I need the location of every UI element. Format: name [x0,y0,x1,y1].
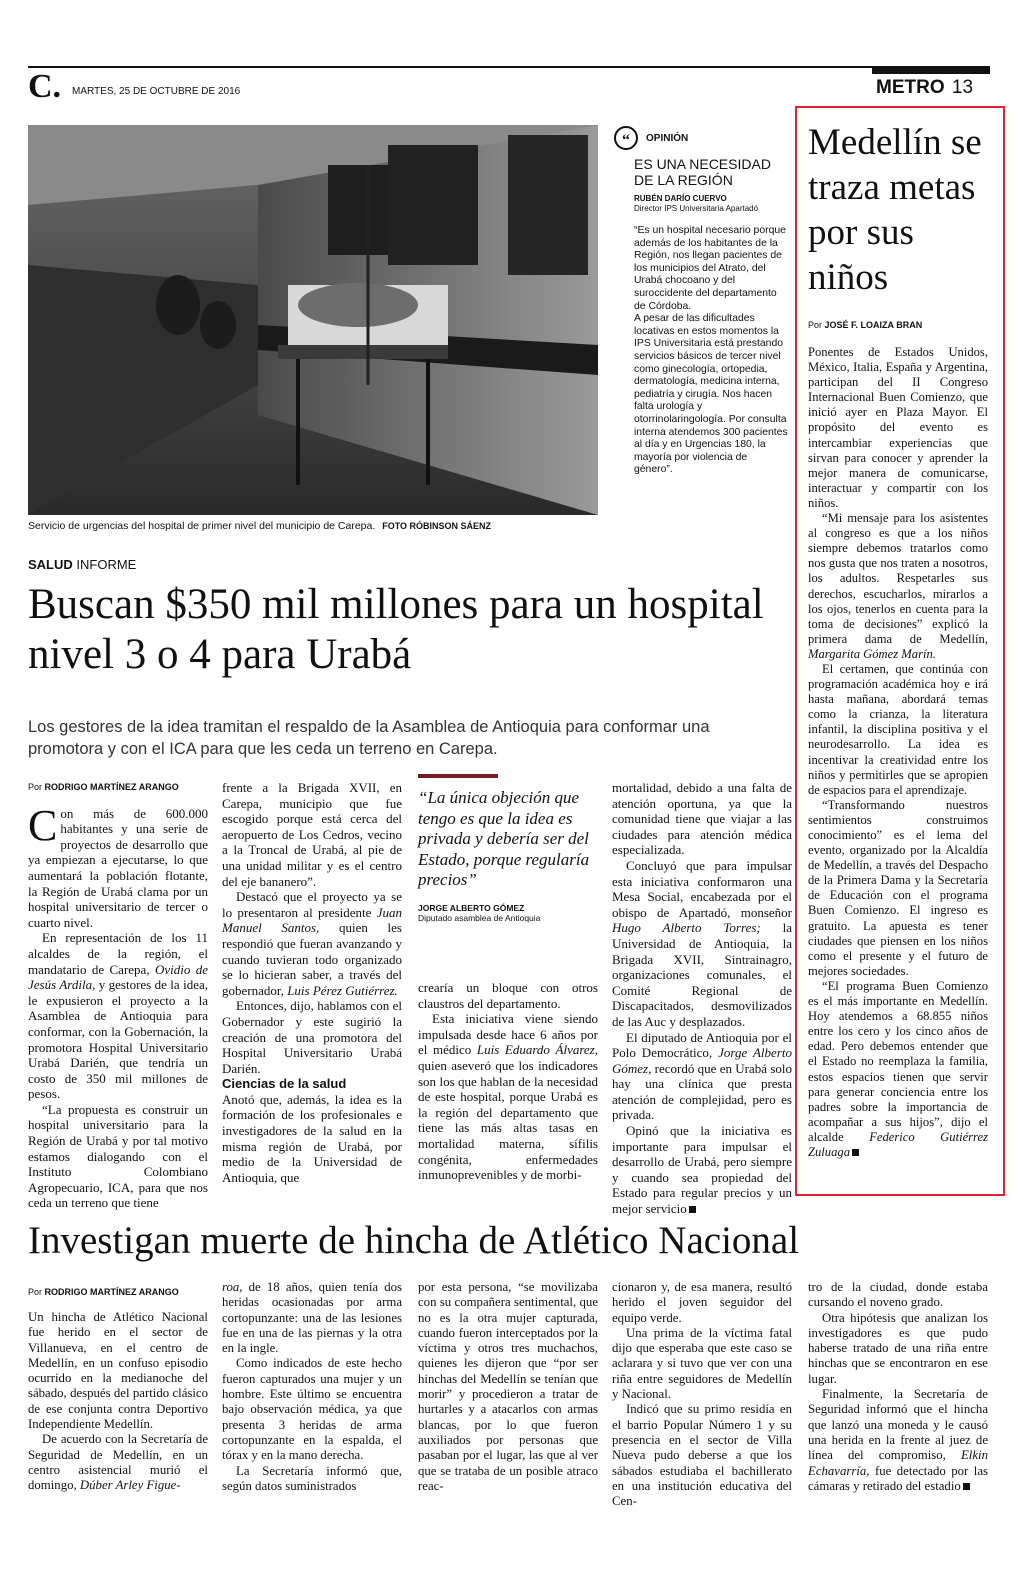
sidebar-body [808,345,988,1160]
opinion-role: Director IPS Universitaria Apartadó [634,204,759,213]
second-col-3 [418,1280,598,1494]
byline-prefix: Por [808,320,823,330]
text-run: la Universidad de Antioquia, la Brigada XVII, Sintrainagro, organizaciones comunales, el Comité Regional de Discapacitados, desmovilizados de las Auc y desplazados. [612,920,792,1029]
person-name: Jorge Alberto Gómez, [612,1045,792,1076]
body-paragraph: “La propuesta es construir un hospital universitario para la Región de Urabá y por tal motivo estamos dialogando con el Instituto Colombiano Agropecuario, ICA, para que nos ceda un terreno que tiene [28,1101,208,1211]
person-name: Luis Eduardo Álvarez, [476,1042,598,1058]
main-col-2 [222,780,402,1185]
photo-illustration [28,125,598,515]
section-name [876,77,973,99]
text-run: De acuerdo con la Secretaría de Seguridad de Medellín, en un centro asistencial murió el domingo, [28,1432,208,1493]
issue-date: MARTES, 25 DE OCTUBRE DE 2016 [72,86,241,97]
end-mark-icon [689,1206,696,1213]
main-col-4 [612,780,792,1217]
text-run: y gestores de la idea, le expusieron el proyecto a la Asamblea de Antioquia para conformar, con la Gobernación, la promotora Hospital Universitario Urabá Darién, que tendría un costo de 350 mil millones de pesos. [28,977,208,1102]
top-rule [28,66,990,68]
opinion-paragraph: “Es un hospital necesario porque además de los habitantes de la Región, nos llegan pacientes de los municipios del Atrato, del Urabá chocoano y del suroccidente del departamento de Córdoba. [634,225,786,312]
logo: C. [28,68,62,105]
opinion-header [614,126,788,150]
kicker-bold: SALUD [28,557,73,572]
body-paragraph: mortalidad, debido a una falta de atención oportuna, ya que la comunidad tiene que viajar a las ciudades para atención médica especializada. [612,780,792,858]
body-paragraph: Como indicados de este hecho fueron capturados una mujer y un hombre. Este último se encuentra bajo observación médica, ya que presenta 3 heridas de arma cortopunzante en la espalda, el tórax y en la mano derecha. [222,1356,402,1463]
body-paragraph [222,1280,402,1356]
text-run: Destacó que el proyecto ya se lo presentaron al presidente [222,889,402,920]
body-paragraph: frente a la Brigada XVII, en Carepa, municipio que fue escogido porque está cerca del aeropuerto de Los Cedros, vecino a la Troncal de Urabá, al pie de una unidad militar y es el centro del eje bananero”. [222,780,402,889]
body-paragraph: Entonces, dijo, hablamos con el Gobernador y este sugirió la creación de una promotora del Hospital Universitario Urabá Darién. [222,998,402,1076]
byline-author: RODRIGO MARTÍNEZ ARANGO [44,782,179,792]
lead-paragraph [28,800,208,931]
text-run: quien les respondió que fueran avanzando y cuando tuvieran todo organizado se lo hicieran saber, a través del gobernador, [222,920,402,998]
body-paragraph: cionaron y, de esa manera, resultó herido el joven seguidor del equipo verde. [612,1280,792,1325]
person-name: Luis Pérez Gutiérrez. [287,982,398,998]
hospital-photo [28,125,598,515]
body-paragraph: crearía un bloque con otros claustros del departamento. [418,980,598,1011]
text-run: Concluyó que para impulsar esta iniciativa conformaron una Mesa Social, encabezada por el obispo de Apartadó, monseñor [612,857,792,920]
body-paragraph: Un hincha de Atlético Nacional fue herido en el sector de Villanueva, en el centro de Medellín, en un confuso episodio ocurrido en la medianoche del sábado, después del partido clásico de ese conjunta contra Deportivo Independiente Medellín. [28,1310,208,1432]
kicker [28,557,136,572]
person-name: Dúber Arley Figue- [79,1478,181,1493]
opinion-text [634,225,788,477]
person-name: Federico Gutiérrez Zuluaga [808,1129,988,1159]
pull-quote [418,788,598,923]
main-headline: Buscan $350 mil millones para un hospital nivel 3 o 4 para Urabá [28,581,764,678]
pull-quote-text: “La única objeción que tengo es que la idea es privada y debería ser del Estado, porque regularía precios” [418,788,590,889]
page-number: 13 [951,77,974,98]
body-paragraph: Indicó que su primo residía en el barrio Popular Número 1 y su presencia en el sector de Villa Nueva pudo deberse a que los sábados estudiaba el bachillerato en una institución educativa del Cen- [612,1402,792,1509]
body-paragraph: por esta persona, “se movilizaba con su compañera sentimental, que no es la otra mujer capturada, cuando fueron interceptados por la víctima y otros tres muchachos, quienes les dijeron que “por ser hinchas del Medellín se tenían que morir” y procedieron a tratar de hurtarles y a atacarlos con armas blancas, por lo que fueron auxiliados por personas que pasaban por el lugar, las que al ver que se trataba de un posible atraco reac- [418,1280,598,1493]
text-run: “Mi mensaje para los asistentes al congreso es que a los niños siempre debemos tratarlos como nos gusta que nos traten a nosotros, los adultos. Respetarles sus derechos, escucharlos, mirarlos a los ojos, tenerlos en cuenta para la toma de decisiones” explicó la primera dama de Medellín, [808,511,988,646]
second-col-1 [28,1310,208,1494]
second-col-5 [808,1280,988,1494]
lead-text: on más de 600.000 habitantes y una serie de proyectos de desarrollo que ya empiezan a ejecutarse, lo que aumentará la población flotante, la Región de Urabá clama por un hospital universitario de tercer o cuarto nivel. [28,805,208,930]
pull-quote-role: Diputado asamblea de Antioquia [418,912,541,923]
person-name: Elkin Echavarría, [808,1448,988,1478]
person-name: roa, [222,1280,243,1294]
byline-author: RODRIGO MARTÍNEZ ARANGO [44,1287,179,1297]
body-paragraph: “Transformando nuestros sentimientos construimos conocimiento” es el lema del evento, organizado por la Alcaldía de Medellín, a través del Despacho de la Primera Dama y la Secretaría de Educación con el programa Buen Comienzo. El ingreso es gratuito. La apuesta es tener ciudades que piensen en los niños como el presente y el futuro de mejores sociedades. [808,797,988,978]
text-run: El diputado de Antioquia por el Polo Democrático, [612,1029,792,1061]
second-col-4 [612,1280,792,1509]
pull-quote-rule [418,774,498,778]
text-run: Esta iniciativa viene siendo impulsada desde hace 6 años por el médico [418,1011,598,1058]
body-paragraph: Otra hipótesis que analizan los investigadores es que pudo haberse tratado de una riña entre hinchas que se encontraron en ese lugar. [808,1310,988,1386]
end-mark-icon [852,1149,859,1156]
text-run: fue detectado por las cámaras y retirado del estadio [808,1463,988,1493]
body-paragraph [28,1432,208,1493]
opinion-paragraph: A pesar de las dificultades locativas en estos momentos la IPS Universitaria está prestando servicios básicos de tercer nivel como ginecología, ortopedia, dermatología, medicina interna, pediatría y cirugía. Nos hacen falta urología y otorrinolaringología. Por consulta interna atendemos 300 pacientes al día y en Urgencias 180, la mayoría por violencia de género”. [634,313,788,476]
subheading: Ciencias de la salud [222,1076,347,1092]
drop-cap: C [28,800,58,850]
caption-text: Servicio de urgencias del hospital de primer nivel del municipio de Carepa. [28,520,376,532]
byline-prefix: Por [28,1287,43,1297]
person-name: Ovidio de Jesús Ardila, [28,961,208,993]
text-run: En representación de los 11 alcaldes de la región, el mandatario de Carepa, [28,930,208,977]
body-paragraph [222,889,402,998]
byline-author: JOSÉ F. LOAIZA BRAN [824,320,923,330]
body-paragraph [808,979,988,1160]
second-byline [28,1287,179,1297]
opinion-label: OPINIÓN [646,132,689,144]
kicker-text: INFORME [76,557,137,572]
opinion-author: RUBÉN DARÍO CUERVO [634,194,727,203]
text-run: quien aseveró que los indicadores son los que hablan de la necesidad de este hospital, porque Urabá es la región del departamento que tiene las más altas tasas en mortalidad materna, sífilis congénita, enfermedades inmunoprevenibles y de morbi- [418,1057,598,1183]
body-paragraph: El certamen, que continúa con programación académica hoy e irá hasta mañana, abordará temas como la crianza, la literatura infantil, la disciplina positiva y el neurodesarrollo. La idea es incentivar la creatividad entre los niños y permitirles que se apropien de espacios para el aprendizaje. [808,661,988,797]
body-paragraph [418,1011,598,1183]
body-paragraph [808,1387,988,1494]
body-paragraph [612,1123,792,1217]
opinion-title: ES UNA NECESIDAD DE LA REGIÓN [634,156,771,188]
sidebar-headline: Medellín se traza metas por sus niños [808,122,982,298]
text-run: “El programa Buen Comienzo es el más importante en Medellín. Hoy atendemos a 68.855 niños entre los cero y los cinco años de edad. Pero debemos entender que el Estado no reemplaza la familia, estos espacios tienen que servir para generar conciencia entre los padres sobre la importancia de acompañar a sus hijos”, dijo el alcalde [808,978,988,1144]
body-paragraph: Anotó que, además, la idea es la formación de los profesionales e investigadores de la salud en la misma región de Urabá, por medio de la Universidad de Antioquia, que [222,1091,402,1185]
opinion-box [614,126,788,477]
text-run: recordó que en Urabá solo hay una clínica que presta atención de complejidad, pero es privada. [612,1060,792,1123]
person-name: Margarita Gómez Marín. [808,646,936,661]
body-paragraph: Ponentes de Estados Unidos, México, Italia, España y Argentina, participan del II Congreso Internacional Buen Comienzo, que inició ayer en Plaza Mayor. El propósito del evento es intercambiar experiencias que sirvan para conocer y aprender la mejor manera de comunicarse, interactuar y compartir con los niños. [808,345,988,510]
body-paragraph [612,858,792,1030]
photo-caption [28,520,491,532]
second-col-2 [222,1280,402,1494]
photo-credit: FOTO RÓBINSON SÁENZ [382,521,492,531]
pull-quote-author: JORGE ALBERTO GÓMEZ [418,902,525,913]
end-mark-icon [963,1483,970,1490]
body-paragraph: tro de la ciudad, donde estaba cursando el noveno grado. [808,1280,988,1310]
body-paragraph: La Secretaría informó que, según datos suministrados [222,1463,402,1493]
text-run: Finalmente, la Secretaría de Seguridad informó que el hincha que lanzó una moneda y le causó una herida en la frente al juez de línea del compromiso, [808,1387,988,1463]
second-headline: Investigan muerte de hincha de Atlético Nacional [28,1219,800,1262]
text-run: Opinó que la iniciativa es importante para impulsar el desarrollo de Urabá, pero siempre y cuando sea propiedad del Estado para regular precios y un mejor servicio [612,1123,792,1217]
byline-prefix: Por [28,782,43,792]
main-col-1 [28,780,208,1211]
body-paragraph [808,511,988,662]
section-label: METRO [876,77,945,98]
main-col-3 [418,980,598,1183]
text-run: de 18 años, quien tenía dos heridas ocasionadas por arma cortopunzante: una de las lesiones fue en una de las piernas y la otra en la ingle. [222,1280,402,1356]
body-paragraph [612,1030,792,1124]
person-name: Juan Manuel Santos, [222,904,402,936]
main-byline [28,780,208,796]
sidebar-byline [808,320,922,330]
quote-mark-icon: “ [614,126,638,150]
body-paragraph: Una prima de la víctima fatal dijo que esperaba que este caso se aclarara y si tuvo que ver con una riña entre seguidores de Medellín y Nacional. [612,1325,792,1402]
person-name: Hugo Alberto Torres; [612,920,761,936]
main-deck: Los gestores de la idea tramitan el respaldo de la Asamblea de Antioquia para conformar una promotora y con el ICA para que les ceda un terreno en Carepa. [28,718,710,758]
body-paragraph [28,930,208,1102]
section-rule [872,66,990,74]
